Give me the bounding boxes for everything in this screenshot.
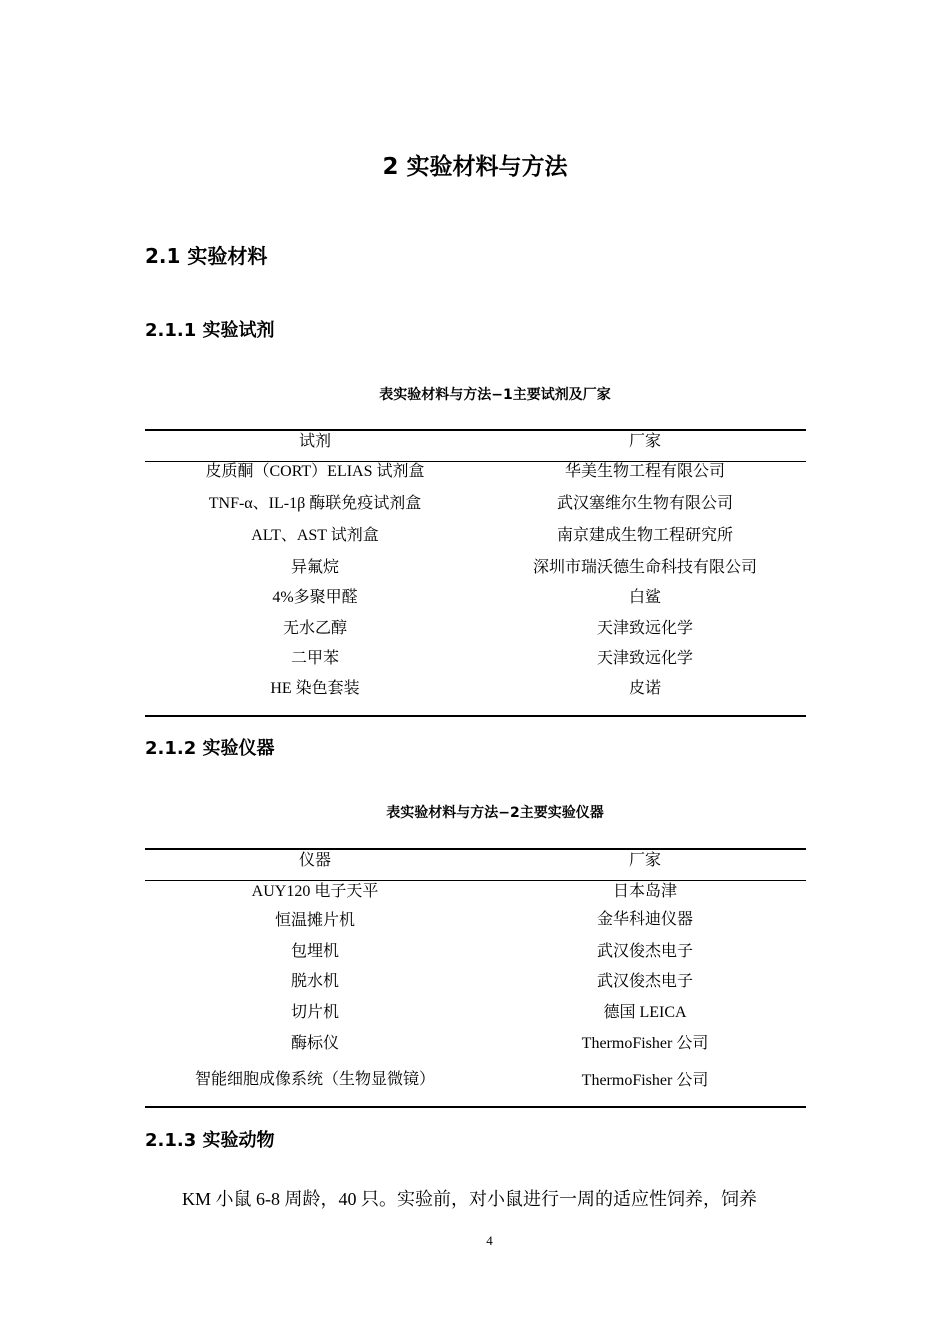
table-cell: 脱水机	[290, 973, 339, 990]
subsection-title-instruments: 2.1.2 实验仪器	[145, 738, 275, 759]
chapter-title: 2 实验材料与方法	[382, 154, 568, 180]
table2-header-instrument: 仪器	[298, 852, 331, 869]
table1-caption: 表实验材料与方法−1主要试剂及厂家	[379, 387, 611, 403]
table-cell: 南京建成生物工程研究所	[556, 527, 733, 544]
page-number: 4	[486, 1233, 493, 1248]
subsection-title-animals: 2.1.3 实验动物	[145, 1130, 275, 1151]
table-cell: 德国 LEICA	[603, 1004, 687, 1021]
table-cell: 白鲨	[628, 589, 661, 606]
table-cell: ThermoFisher 公司	[581, 1035, 709, 1052]
table-cell: 皮诺	[628, 680, 661, 697]
table-cell: 日本岛津	[612, 883, 677, 900]
table2-bottom-rule	[145, 1106, 806, 1108]
table-cell: 武汉俊杰电子	[596, 973, 693, 990]
table-cell: 金华科迪仪器	[596, 911, 693, 928]
table-cell: 深圳市瑞沃德生命科技有限公司	[532, 559, 757, 576]
table-cell: 4%多聚甲醛	[272, 589, 358, 606]
table1-bottom-rule	[145, 715, 806, 717]
table-cell: 二甲苯	[290, 650, 339, 667]
table-cell: 武汉塞维尔生物有限公司	[556, 495, 733, 512]
table-cell: 包埋机	[290, 943, 339, 960]
table-cell: 皮质酮（CORT）ELIAS 试剂盒	[205, 463, 425, 480]
table-cell: ThermoFisher 公司	[581, 1072, 709, 1089]
table-cell: 天津致远化学	[596, 650, 693, 667]
table-cell: ALT、AST 试剂盒	[251, 527, 379, 544]
table-cell: HE 染色套装	[270, 680, 360, 697]
table-cell: 智能细胞成像系统（生物显微镜）	[194, 1071, 435, 1088]
table-cell: 华美生物工程有限公司	[564, 463, 725, 480]
table-cell: 恒温摊片机	[274, 912, 355, 929]
table-cell: 武汉俊杰电子	[596, 943, 693, 960]
table1-header-manufacturer: 厂家	[628, 433, 661, 450]
animals-paragraph: KM 小鼠 6-8 周龄，40 只。实验前，对小鼠进行一周的适应性饲养，饲养	[182, 1189, 757, 1209]
table-cell: 酶标仪	[290, 1035, 339, 1052]
table2-caption: 表实验材料与方法−2主要实验仪器	[386, 805, 604, 821]
table-cell: 切片机	[290, 1004, 339, 1021]
table1-header-reagent: 试剂	[298, 433, 331, 450]
table-cell: 天津致远化学	[596, 620, 693, 637]
table-cell: AUY120 电子天平	[251, 883, 379, 900]
subsection-title-reagents: 2.1.1 实验试剂	[145, 320, 275, 341]
table-cell: 异氟烷	[290, 559, 339, 576]
table-cell: 无水乙醇	[282, 620, 347, 637]
table-cell: TNF-α、IL-1β 酶联免疫试剂盒	[208, 495, 422, 512]
table2-header-manufacturer: 厂家	[628, 852, 661, 869]
section-title: 2.1 实验材料	[145, 244, 268, 268]
